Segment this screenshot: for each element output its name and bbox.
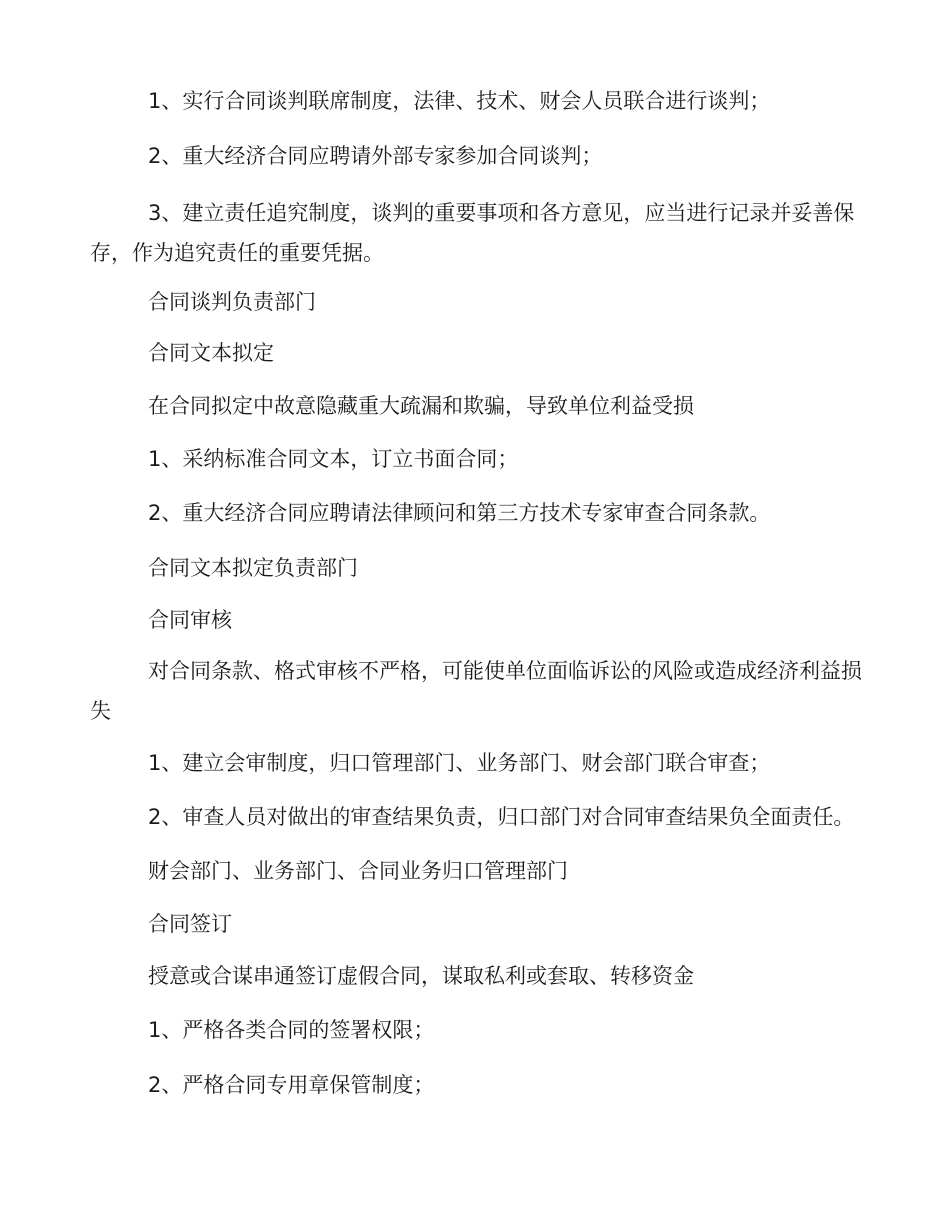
paragraph-signing-heading: 合同签订: [148, 912, 232, 936]
paragraph-review-joint-review: 1、建立会审制度，归口管理部门、业务部门、财会部门联合审查；: [148, 751, 771, 775]
paragraph-drafting-heading: 合同文本拟定: [148, 341, 274, 365]
paragraph-signing-risk: 授意或合谋串通签订虚假合同，谋取私利或套取、转移资金: [148, 964, 694, 988]
paragraph-negotiation-accountability: 3、建立责任追究制度，谈判的重要事项和各方意见，应当进行记录并妥善保存，作为追究责任的重要凭据。: [90, 201, 855, 265]
paragraph-signing-seal-custody: 2、严格合同专用章保管制度；: [148, 1073, 435, 1097]
paragraph-negotiation-external-experts: 2、重大经济合同应聘请外部专家参加合同谈判；: [148, 144, 603, 168]
paragraph-drafting-legal-review: 2、重大经济合同应聘请法律顾问和第三方技术专家审查合同条款。: [148, 501, 771, 525]
paragraph-review-heading: 合同审核: [148, 608, 232, 632]
paragraph-drafting-standard-text: 1、采纳标准合同文本，订立书面合同；: [148, 447, 519, 471]
paragraph-review-accountability: 2、审查人员对做出的审查结果负责，归口部门对合同审查结果负全面责任。: [148, 805, 855, 829]
paragraph-review-risk: 对合同条款、格式审核不严格，可能使单位面临诉讼的风险或造成经济利益损失: [90, 659, 862, 723]
paragraph-drafting-risk: 在合同拟定中故意隐藏重大疏漏和欺骗，导致单位利益受损: [148, 394, 694, 418]
paragraph-negotiation-joint-system: 1、实行合同谈判联席制度，法律、技术、财会人员联合进行谈判；: [148, 89, 771, 113]
paragraph-negotiation-responsible-dept: 合同谈判负责部门: [148, 290, 316, 314]
paragraph-signing-authority: 1、严格各类合同的签署权限；: [148, 1018, 435, 1042]
paragraph-drafting-responsible-dept: 合同文本拟定负责部门: [148, 556, 358, 580]
paragraph-review-responsible-depts: 财会部门、业务部门、合同业务归口管理部门: [148, 859, 568, 883]
